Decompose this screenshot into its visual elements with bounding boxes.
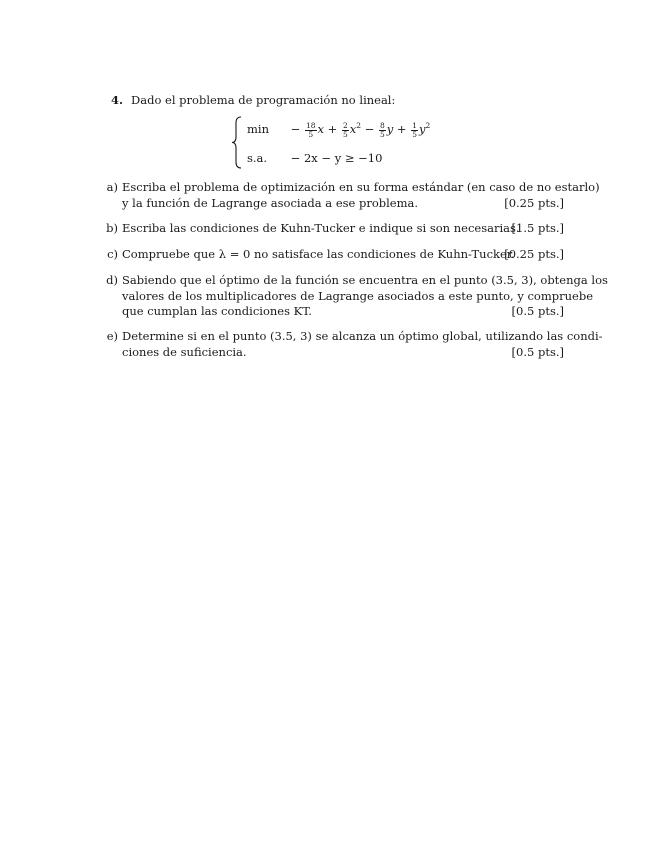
objective-row: [247, 121, 430, 138]
item-e-line2: ciones de suficiencia.: [122, 344, 247, 359]
optimization-system: [231, 115, 461, 170]
objective-keyword: min: [247, 122, 269, 136]
points-badge: [1.5 pts.]: [511, 221, 564, 235]
item-marker: e): [106, 329, 118, 343]
item-marker: b): [106, 221, 118, 235]
list-item-e: [98, 329, 603, 360]
constraint-row: [247, 151, 382, 165]
list-item-d: [98, 273, 608, 320]
constraint-keyword: s.a.: [247, 151, 268, 165]
item-d-line2: valores de los multiplicadores de Lagrange asociados a este punto, y compruebe: [122, 288, 593, 303]
item-e-line1: Determine si en el punto (3.5, 3) se alcanza un óptimo global, utilizando las condi-: [122, 329, 603, 343]
item-c-line1: Compruebe que λ = 0 no satisface las condiciones de Kuhn-Tucker.: [122, 247, 515, 261]
constraint-expression: − 2x − y ≥ −10: [290, 151, 383, 165]
item-marker: d): [106, 273, 118, 287]
problem-number: 4.: [111, 93, 124, 107]
problem-heading: [111, 93, 395, 107]
problem-intro: Dado el problema de programación no lineal:: [131, 93, 396, 107]
left-brace: [231, 115, 243, 170]
list-item-b: [98, 221, 564, 237]
points-badge: [0.25 pts.]: [504, 195, 564, 210]
item-marker: c): [107, 247, 118, 261]
item-d-line1: Sabiendo que el óptimo de la función se encuentra en el punto (3.5, 3), obtenga los: [122, 273, 608, 287]
item-marker: a): [106, 180, 118, 194]
item-a-line2: y la función de Lagrange asociada a ese problema.: [122, 195, 419, 210]
list-item-c: [98, 247, 564, 263]
points-badge: [0.5 pts.]: [511, 304, 564, 318]
item-b-line1: Escriba las condiciones de Kuhn-Tucker e indique si son necesarias.: [122, 221, 520, 235]
points-badge: [0.25 pts.]: [504, 247, 564, 261]
objective-function: − $\frac{18}{5}$ x + $\frac{2}{5}$ $x^2$ − $\frac{8}{5}$ y + $\frac{1}{5}$ $y^2$: [290, 121, 431, 139]
list-item-a: [98, 180, 600, 211]
item-a-line1: Escriba el problema de optimización en su forma estándar (en caso de no estarlo): [122, 180, 600, 194]
item-d-line3: que cumplan las condiciones KT.: [122, 304, 312, 318]
points-badge: [0.5 pts.]: [511, 344, 564, 359]
